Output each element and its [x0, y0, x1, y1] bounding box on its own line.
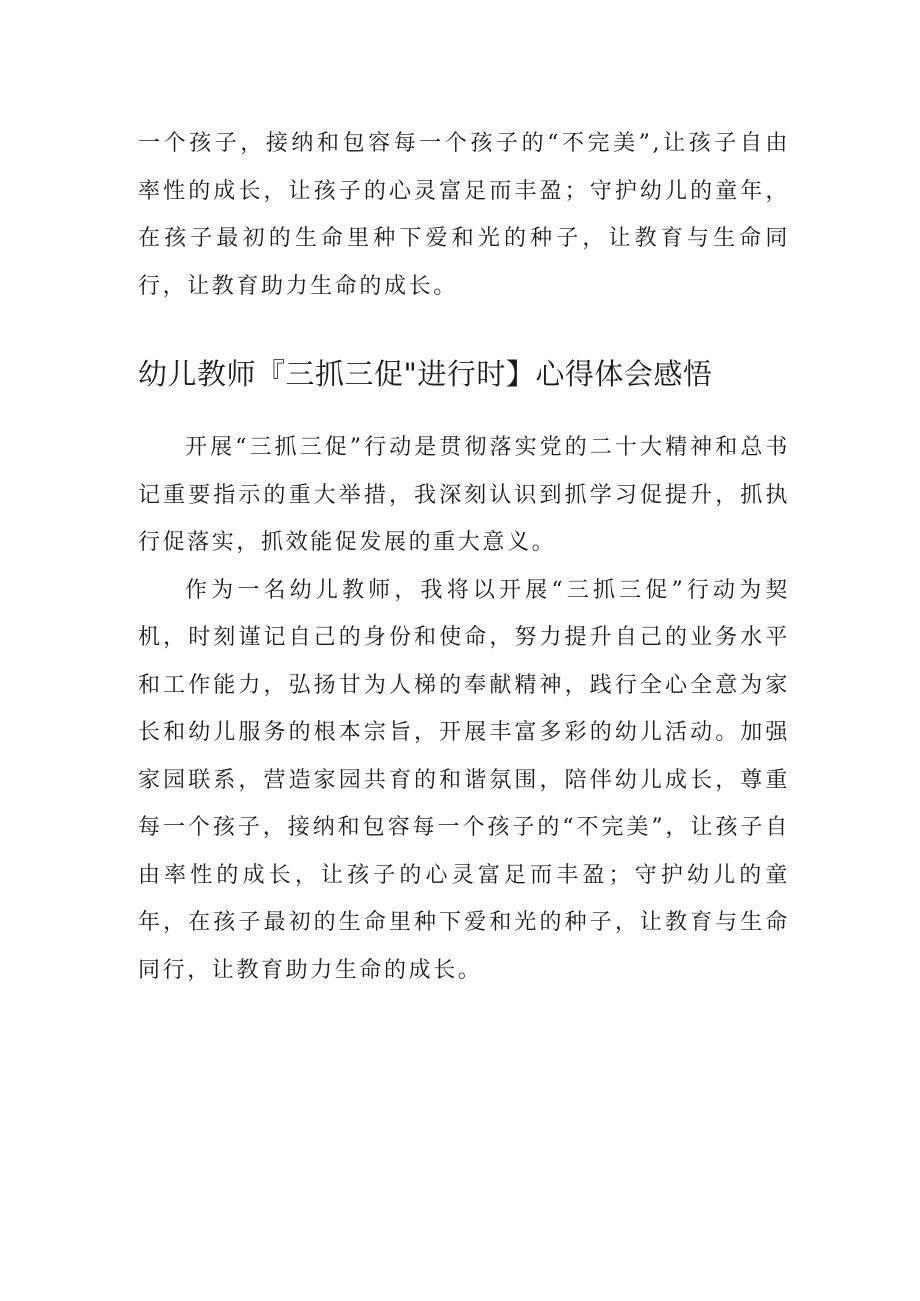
body-paragraph-2: 作为一名幼儿教师，我将以开展“三抓三促”行动为契机，时刻谨记自己的身份和使命，努力提升自己的业务水平和工作能力，弘扬甘为人梯的奉献精神，践行全心全意为家长和幼儿服务的根本宗旨，开展丰富多彩的幼儿活动。加强家园联系，营造家园共育的和谐氛围，陪伴幼儿成长，尊重每一个孩子，接纳和包容每一个孩子的“不完美”，让孩子自由率性的成长，让孩子的心灵富足而丰盈；守护幼儿的童年，在孩子最初的生命里种下爱和光的种子，让教育与生命同行，让教育助力生命的成长。	[138, 577, 790, 983]
article-heading: 幼儿教师『三抓三促"进行时】心得体会感悟	[138, 357, 713, 391]
body-paragraph-1: 开展“三抓三促”行动是贯彻落实党的二十大精神和总书记重要指示的重大举措，我深刻认识到抓学习促提升，抓执行促落实，抓效能促发展的重大意义。	[138, 435, 790, 555]
document-page	[138, 120, 790, 994]
continuation-paragraph: 一个孩子，接纳和包容每一个孩子的“不完美”,让孩子自由率性的成长，让孩子的心灵富足而丰盈；守护幼儿的童年，在孩子最初的生命里种下爱和光的种子，让教育与生命同行，让教育助力生命的成长。	[138, 131, 790, 299]
